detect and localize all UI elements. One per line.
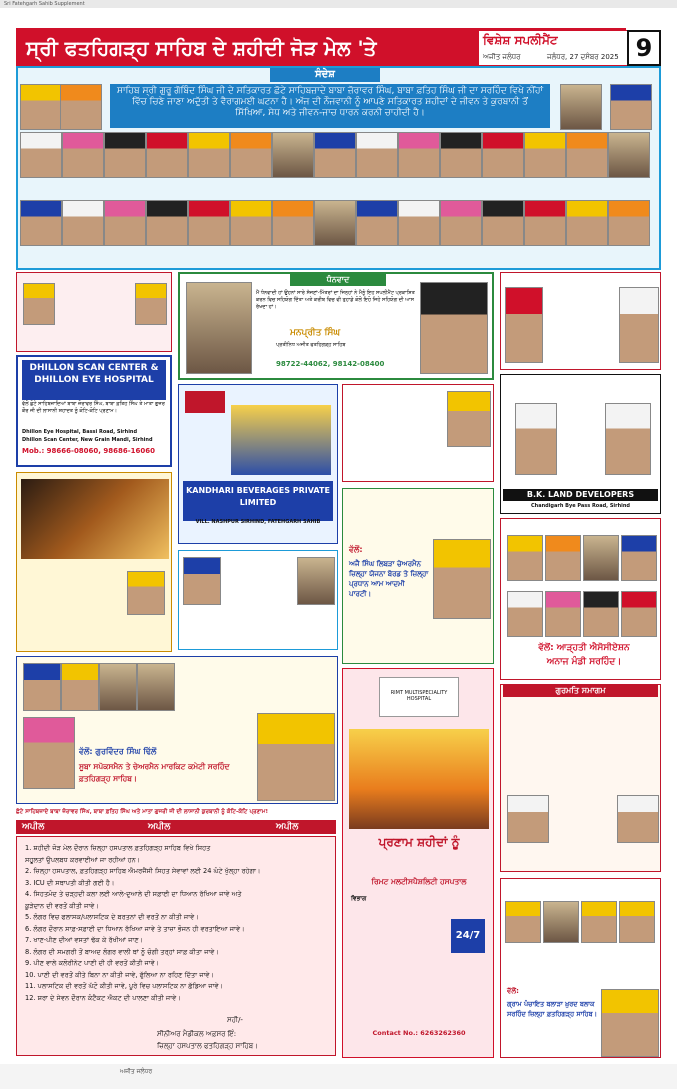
- services-label: ਵਿਭਾਗ: [351, 895, 367, 902]
- portrait: [621, 591, 657, 637]
- portrait: [447, 391, 491, 447]
- dhillon-address-1: Dhillon Eye Hospital, Bassi Road, Sirhind: [22, 429, 138, 435]
- portrait: [20, 200, 62, 246]
- appeal-item: 2. ਜ਼ਿਲ੍ਹਾ ਹਸਪਤਾਲ, ਫ਼ਤਹਿਗੜ੍ਹ ਸਾਹਿਬ ਐਮਰਜੈਂਸੀ ਸਿਹਤ ਸੇਵਾਵਾਂ ਲਈ 24 ਘੰਟੇ ਖੁੱਲ੍ਹਾ ਰਹੇਗਾ।: [25, 867, 261, 875]
- portrait: [127, 571, 165, 615]
- portrait: [314, 200, 356, 246]
- portrait: [621, 535, 657, 581]
- portrait: [20, 84, 62, 130]
- bk-land-ad: [500, 374, 661, 514]
- portrait: [137, 663, 175, 711]
- print-footer-strip: [0, 1064, 677, 1089]
- portrait: [605, 403, 651, 475]
- portrait: [186, 282, 252, 374]
- portrait: [619, 901, 655, 943]
- portrait: [104, 200, 146, 246]
- hospital-name: ਰਿਮਟ ਮਲਟੀਸਪੈਸ਼ਲਿਟੀ ਹਸਪਤਾਲ: [371, 877, 467, 886]
- portrait: [440, 200, 482, 246]
- supplement-label: [478, 30, 628, 66]
- portrait: [23, 717, 75, 789]
- gurvinder-designation: ਸੂਬਾ ਸਪੋਕਸਮੈਨ ਤੇ ਚੇਅਰਮੈਨ ਮਾਰਕਿਟ ਕਮੇਟੀ ਸਰਹਿੰਦ ਫ਼ਤਹਿਗੜ੍ਹ ਸਾਹਿਬ।: [79, 762, 230, 783]
- thanks-designation: ਪ੍ਰਤੀਨਿਧ ਅਜੀਤ ਫਤਹਿਗੜ੍ਹ ਸਾਹਿਬ: [276, 342, 346, 348]
- portrait: [297, 557, 335, 605]
- thanks-section: [178, 272, 494, 380]
- portrait: [543, 901, 579, 943]
- appeal-label: ਅਪੀਲ: [276, 822, 299, 832]
- portrait: [545, 535, 581, 581]
- page-number: 9: [627, 30, 661, 66]
- portrait: [617, 795, 659, 843]
- appeal-signatory: ਸੀਨੀਅਰ ਮੈਡੀਕਲ ਅਫ਼ਸਰ ਇੰ:: [157, 1030, 237, 1038]
- dhillon-wish-box: [16, 272, 172, 352]
- portrait: [619, 287, 659, 363]
- hospital-badge: RIMT MULTISPECIALITY HOSPITAL: [379, 677, 459, 717]
- portrait: [545, 591, 581, 637]
- appeal-header: [16, 820, 336, 834]
- gurmat-samagam-ad: [500, 684, 661, 872]
- portrait: [272, 132, 314, 178]
- portrait: [583, 591, 619, 637]
- portrait: [183, 557, 221, 605]
- thanks-name: ਮਨਪ੍ਰੀਤ ਸਿੰਘ: [290, 328, 341, 338]
- portrait: [507, 795, 549, 843]
- portrait: [433, 539, 491, 619]
- portrait: [505, 901, 541, 943]
- sponsor-ad-left: [16, 472, 172, 652]
- portrait: [356, 200, 398, 246]
- appeal-item: 12. ਸ਼ਰਾ ਦੇ ਸੇਵਨ ਦੌਰਾਨ ਕੰਟੈਕਟ ਐਕਟ ਦੀ ਪਾਲਣਾ ਕੀਤੀ ਜਾਵੇ।: [25, 993, 181, 1002]
- portrait: [610, 84, 652, 130]
- appeal-item: ਕੂੜੇਦਾਨ ਦੀ ਵਰਤੋਂ ਕੀਤੀ ਜਾਵੇ।: [25, 901, 99, 910]
- message-text: ਸਾਹਿਬ ਸ੍ਰੀ ਗੁਰੂ ਗੋਬਿੰਦ ਸਿੰਘ ਜੀ ਦੇ ਸਤਿਕਾਰਤ ਛੋਟੇ ਸਾਹਿਬਜ਼ਾਦੇ ਬਾਬਾ ਜ਼ੋਰਾਵਰ ਸਿੰਘ, ਬਾਬਾ ਫ਼ਤਿਹ ਸਿੰਘ ਜੀ ਦਾ ਸਰਹਿੰਦ ਵਿਖੇ ਨੀਂਹਾਂ ਵਿੱਚ ਚਿਣੇ ਜਾਣਾ ਅਦੁੱਤੀ ਤੇ ਵੈਰਾਗਮਈ ਘਟਨਾ ਹੈ। ਅੱਜ ਦੀ ਨੌਜਵਾਨੀ ਨੂੰ ਆਪਣੇ ਸਤਿਕਾਰਤ ਸ਼ਹੀਦਾਂ ਦੇ ਜੀਵਨ ਤੇ ਕੁਰਬਾਨੀ ਤੋਂ ਸਿੱਖਿਆ, ਸੇਧ ਅਤੇ ਜੀਵਨ-ਜਾਚ ਧਾਰਨ ਕਰਨੀ ਚਾਹੀਦੀ ਹੈ।: [110, 84, 550, 128]
- aam-aadmi-from: ਵੱਲੋਂ:: [349, 545, 363, 554]
- appeal-label: ਅਪੀਲ: [148, 822, 171, 832]
- gurvinder-ad: [16, 656, 338, 804]
- portrait: [99, 663, 137, 711]
- portrait: [398, 200, 440, 246]
- supplement-title: ਵਿਸ਼ੇਸ਼ ਸਪਲੀਮੈਂਟ: [483, 33, 558, 47]
- appeal-item: 6. ਲੰਗਰ ਦੌਰਾਨ ਸਾਫ਼-ਸਫ਼ਾਈ ਦਾ ਧਿਆਨ ਰੱਖਿਆ ਜਾਵੇ ਤੇ ਤਾਜ਼ਾ ਭੋਜਨ ਹੀ ਵਰਤਾਇਆ ਜਾਵੇ।: [25, 924, 245, 933]
- thanks-text: ਮੈਂ ਧੰਨਵਾਦੀ ਹਾਂ ਉਹਨਾਂ ਸਾਰੇ ਸੱਜਣਾਂ-ਮਿੱਤਰਾਂ ਦਾ ਜਿਨ੍ਹਾਂ ਨੇ ਮੈਨੂੰ ਇਹ ਸਪਲੀਮੈਂਟ ਪ੍ਰਕਾਸ਼ਿਤ ਕਰਨ ਵਿਚ ਸਹਿਯੋਗ ਦਿੱਤਾ ਅਤੇ ਕਰੀਬ ਵਿਚ ਵੀ ਤੁਹਾਡੇ ਕੋਲੋਂ ਇਹੋ ਜਿਹੇ ਸਹਿਯੋਗ ਦੀ ਆਸ ਰੱਖਦਾ ਹਾਂ।: [256, 290, 415, 310]
- gram-panchayat-ad: [500, 878, 661, 1058]
- appeal-hospital: ਜ਼ਿਲ੍ਹਾ ਹਸਪਤਾਲ ਫਤਹਿਗੜ੍ਹ ਸਾਹਿਬ।: [157, 1042, 258, 1050]
- tribute-banner: ਛੋਟੇ ਸਾਹਿਬਜ਼ਾਦੇ ਬਾਬਾ ਜ਼ੋਰਾਵਰ ਸਿੰਘ, ਬਾਬਾ ਫ਼ਤਿਹ ਸਿੰਘ ਅਤੇ ਮਾਤਾ ਗੁਜਰੀ ਜੀ ਦੀ ਲਾਸਾਨੀ ਕੁਰਬਾਨੀ ਨੂੰ ਕੋਟਿ-ਕੋਟਿ ਪ੍ਰਣਾਮ!: [16, 806, 496, 818]
- portrait: [23, 283, 55, 325]
- portrait: [560, 84, 602, 130]
- brand-logo: [185, 391, 225, 413]
- appeal-item: 5. ਲੰਗਰ ਵਿਚ ਫਲਾਸਕ/ਪਲਾਸਟਿਕ ਦੇ ਬਰਤਨਾਂ ਦੀ ਵਰਤੋਂ ਨਾ ਕੀਤੀ ਜਾਵੇ।: [25, 913, 199, 921]
- hospital-contact: Contact No.: 6263262360: [372, 1029, 466, 1037]
- shaheedi-image: [231, 405, 331, 475]
- portrait: [482, 132, 524, 178]
- portrait: [524, 200, 566, 246]
- aarhti-from: ਵੱਲੋਂ: ਆੜ੍ਹਤੀ ਐਸੋਸੀਏਸ਼ਨ: [538, 643, 630, 653]
- aarhti-place: ਅਨਾਜ ਮੰਡੀ ਸਰਹਿੰਦ।: [546, 657, 622, 667]
- print-header-strip: Sri Fatehgarh Sahib Supplement: [0, 0, 677, 8]
- appeal-item: ਸਹੂਲਤਾਂ ਉਪਲਬਧ ਕਰਵਾਈਆਂ ਜਾ ਰਹੀਆਂ ਹਨ।: [25, 855, 141, 864]
- portrait: [515, 403, 557, 475]
- aarhti-ad: [500, 518, 661, 680]
- message-heading: ਸੰਦੇਸ਼: [270, 68, 380, 82]
- bk-land-address: Chandigarh Bye Pass Road, Sirhind: [530, 503, 631, 509]
- appeal-item: 11. ਪਲਾਸਟਿਕ ਦੀ ਵਰਤੋਂ ਘੱਟੋ ਕੀਤੀ ਜਾਵੇ, ਪੂਰੇ ਵਿਚ ਪਲਾਸਟਿਕ ਨਾ ਛੱਡਿਆ ਜਾਵੇ।: [25, 982, 224, 990]
- dhillon-mobile: Mob.: 98666-08060, 98686-16060: [22, 447, 155, 455]
- portrait: [398, 132, 440, 178]
- footer-text: ਅਜੀਤ ਜਲੰਧਰ: [120, 1068, 153, 1075]
- portrait: [420, 282, 488, 374]
- kandhari-ad: [178, 384, 338, 544]
- hospital-ad: [342, 668, 494, 1058]
- appeal-item: 7. ਖਾਣ-ਪੀਣ ਦੀਆਂ ਵਸਤਾਂ ਢੱਕ ਕੇ ਰੱਖੀਆਂ ਜਾਣ।: [25, 936, 144, 944]
- portrait: [146, 200, 188, 246]
- sahibzade-image: [349, 729, 489, 829]
- portrait: [356, 132, 398, 178]
- portrait: [23, 663, 61, 711]
- portrait: [482, 200, 524, 246]
- appeal-list: [16, 836, 336, 1056]
- appeal-label: ਅਪੀਲ: [22, 822, 45, 832]
- thanks-heading: ਧੰਨਵਾਦ: [290, 274, 386, 286]
- gurvinder-from: ਵੱਲੋਂ: ਗੁਰਵਿੰਦਰ ਸਿੰਘ ਢਿੱਲੋਂ: [79, 747, 157, 756]
- portrait: [507, 591, 543, 637]
- emergency-badge: 24/7: [451, 919, 485, 953]
- portrait: [440, 132, 482, 178]
- panchayat-from: ਵੱਲੋਂ:: [507, 987, 519, 995]
- portrait: [20, 132, 62, 178]
- aam-aadmi-ad: [342, 488, 494, 664]
- appeal-sign-label: ਸਹੀ/-: [227, 1016, 243, 1024]
- portrait: [566, 132, 608, 178]
- portrait: [583, 535, 619, 581]
- portrait: [257, 713, 335, 801]
- edition-name: ਅਜੀਤ ਜਲੰਧਰ: [483, 53, 521, 61]
- portrait: [61, 663, 99, 711]
- bk-land-title: B.K. LAND DEVELOPERS: [503, 489, 658, 501]
- portrait: [601, 989, 659, 1057]
- dhillon-ad: [16, 355, 172, 467]
- portrait: [62, 132, 104, 178]
- sponsor-ad-right-top: [500, 272, 661, 370]
- portrait: [188, 200, 230, 246]
- thanks-phone: 98722-44062, 98142-08400: [276, 360, 385, 368]
- appeal-item: 10. ਪਾਣੀ ਦੀ ਵਰਤੋਂ ਕੀਤੇ ਬਿਨਾ ਨਾ ਕੀਤੀ ਜਾਵੇ, ਫੁੱਲਿਆ ਨਾ ਰਹਿਣ ਦਿੱਤਾ ਜਾਵੇ।: [25, 970, 214, 979]
- panchayat-text: ਗ੍ਰਾਮ ਪੰਚਾਇਤ ਬਲਾੜਾ ਖ਼ੁਰਦ ਬਲਾਕ ਸਰਹਿੰਦ ਜ਼ਿਲ੍ਹਾ ਫ਼ਤਹਿਗੜ੍ਹ ਸਾਹਿਬ।: [507, 1000, 598, 1018]
- kandhari-title: KANDHARI BEVERAGES PRIVATE LIMITED: [183, 481, 333, 521]
- portrait: [581, 901, 617, 943]
- kandhari-address: VILL. NASHPUR SIRHIND, FATEHGARH SAHIB: [195, 519, 321, 525]
- portrait: [314, 132, 356, 178]
- dhillon-title: DHILLON SCAN CENTER & DHILLON EYE HOSPITAL: [22, 360, 166, 400]
- portrait: [230, 200, 272, 246]
- appeal-item: 1. ਸ਼ਹੀਦੀ ਜੋੜ ਮੇਲ ਦੌਰਾਨ ਜ਼ਿਲ੍ਹਾ ਹਸਪਤਾਲ ਫ਼ਤਹਿਗੜ੍ਹ ਸਾਹਿਬ ਵਿਖੇ ਸਿਹਤ: [25, 844, 211, 852]
- hospital-slogan: ਪ੍ਰਣਾਮ ਸ਼ਹੀਦਾਂ ਨੂੰ: [378, 835, 460, 849]
- page-title: ਸ੍ਰੀ ਫਤਹਿਗੜ੍ਹ ਸਾਹਿਬ ਦੇ ਸ਼ਹੀਦੀ ਜੋੜ ਮੇਲ 'ਤੇ: [16, 28, 626, 68]
- appeal-item: 9. ਪੀਣ ਵਾਲੇ ਕਲੋਰੀਨੇਟ ਪਾਣੀ ਦੀ ਹੀ ਵਰਤੋਂ ਕੀਤੀ ਜਾਵੇ।: [25, 959, 160, 967]
- portrait: [62, 200, 104, 246]
- portrait: [608, 132, 650, 178]
- portrait: [507, 535, 543, 581]
- portrait: [188, 132, 230, 178]
- appeal-item: 3. ICU ਦੀ ਸਥਾਪਤੀ ਕੀਤੀ ਗਈ ਹੈ।: [25, 878, 115, 887]
- appeal-item: 4. ਸਿਹਤਮੰਦ ਤੇ ਚੜ੍ਹਦੀ ਕਲਾ ਲਈ ਆਲੇ-ਦੁਆਲੇ ਦੀ ਸਫ਼ਾਈ ਦਾ ਧਿਆਨ ਰੱਖਿਆ ਜਾਵੇ ਅਤੇ: [25, 890, 242, 898]
- edition-date: ਜਲੰਧਰ, 27 ਦਸੰਬਰ 2025: [547, 53, 619, 61]
- portrait: [104, 132, 146, 178]
- portrait: [146, 132, 188, 178]
- dhillon-address-2: Dhillon Scan Center, New Grain Mandi, Sirhind: [22, 437, 153, 443]
- religious-image: [21, 479, 169, 559]
- sponsor-ad-mid: [342, 384, 494, 482]
- portrait: [524, 132, 566, 178]
- appeal-item: 8. ਲੰਗਰ ਦੀ ਸਮਗਰੀ ਤੋਂ ਬਾਅਦ ਲੰਗਰ ਵਾਲੀ ਥਾਂ ਨੂੰ ਚੰਗੀ ਤਰ੍ਹਾਂ ਸਾਫ਼ ਕੀਤਾ ਜਾਵੇ।: [25, 947, 219, 956]
- sponsor-ad-center: [178, 550, 338, 650]
- portrait: [608, 200, 650, 246]
- portrait: [272, 200, 314, 246]
- aam-aadmi-text: ਅਜੈ ਸਿੰਘ ਲਿਬੜਾ ਚੇਅਰਮੈਨ ਜ਼ਿਲ੍ਹਾ ਯੋਜਨਾ ਬੋਰਡ ਤੇ ਜ਼ਿਲ੍ਹਾ ਪ੍ਰਧਾਨ ਆਮ ਆਦਮੀ ਪਾਰਟੀ।: [349, 560, 429, 598]
- portrait: [566, 200, 608, 246]
- portrait: [230, 132, 272, 178]
- portrait: [135, 283, 167, 325]
- dhillon-wish: ਵੱਲੋਂ ਛੋਟੇ ਸਾਹਿਬਜ਼ਾਦਿਆਂ ਬਾਬਾ ਜ਼ੋਰਾਵਰ ਸਿੰਘ, ਬਾਬਾ ਫ਼ਤਿਹ ਸਿੰਘ ਤੇ ਮਾਤਾ ਗੁਜਰ ਕੌਰ ਜੀ ਦੀ ਲਾਸਾਨੀ ਸ਼ਹਾਦਤ ਨੂੰ ਕੋਟਿ-ਕੋਟਿ ਪ੍ਰਣਾਮ।: [22, 401, 165, 414]
- portrait: [60, 84, 102, 130]
- portrait: [505, 287, 543, 363]
- gurmat-heading: ਗੁਰਮਤਿ ਸਮਾਗਮ: [503, 685, 658, 697]
